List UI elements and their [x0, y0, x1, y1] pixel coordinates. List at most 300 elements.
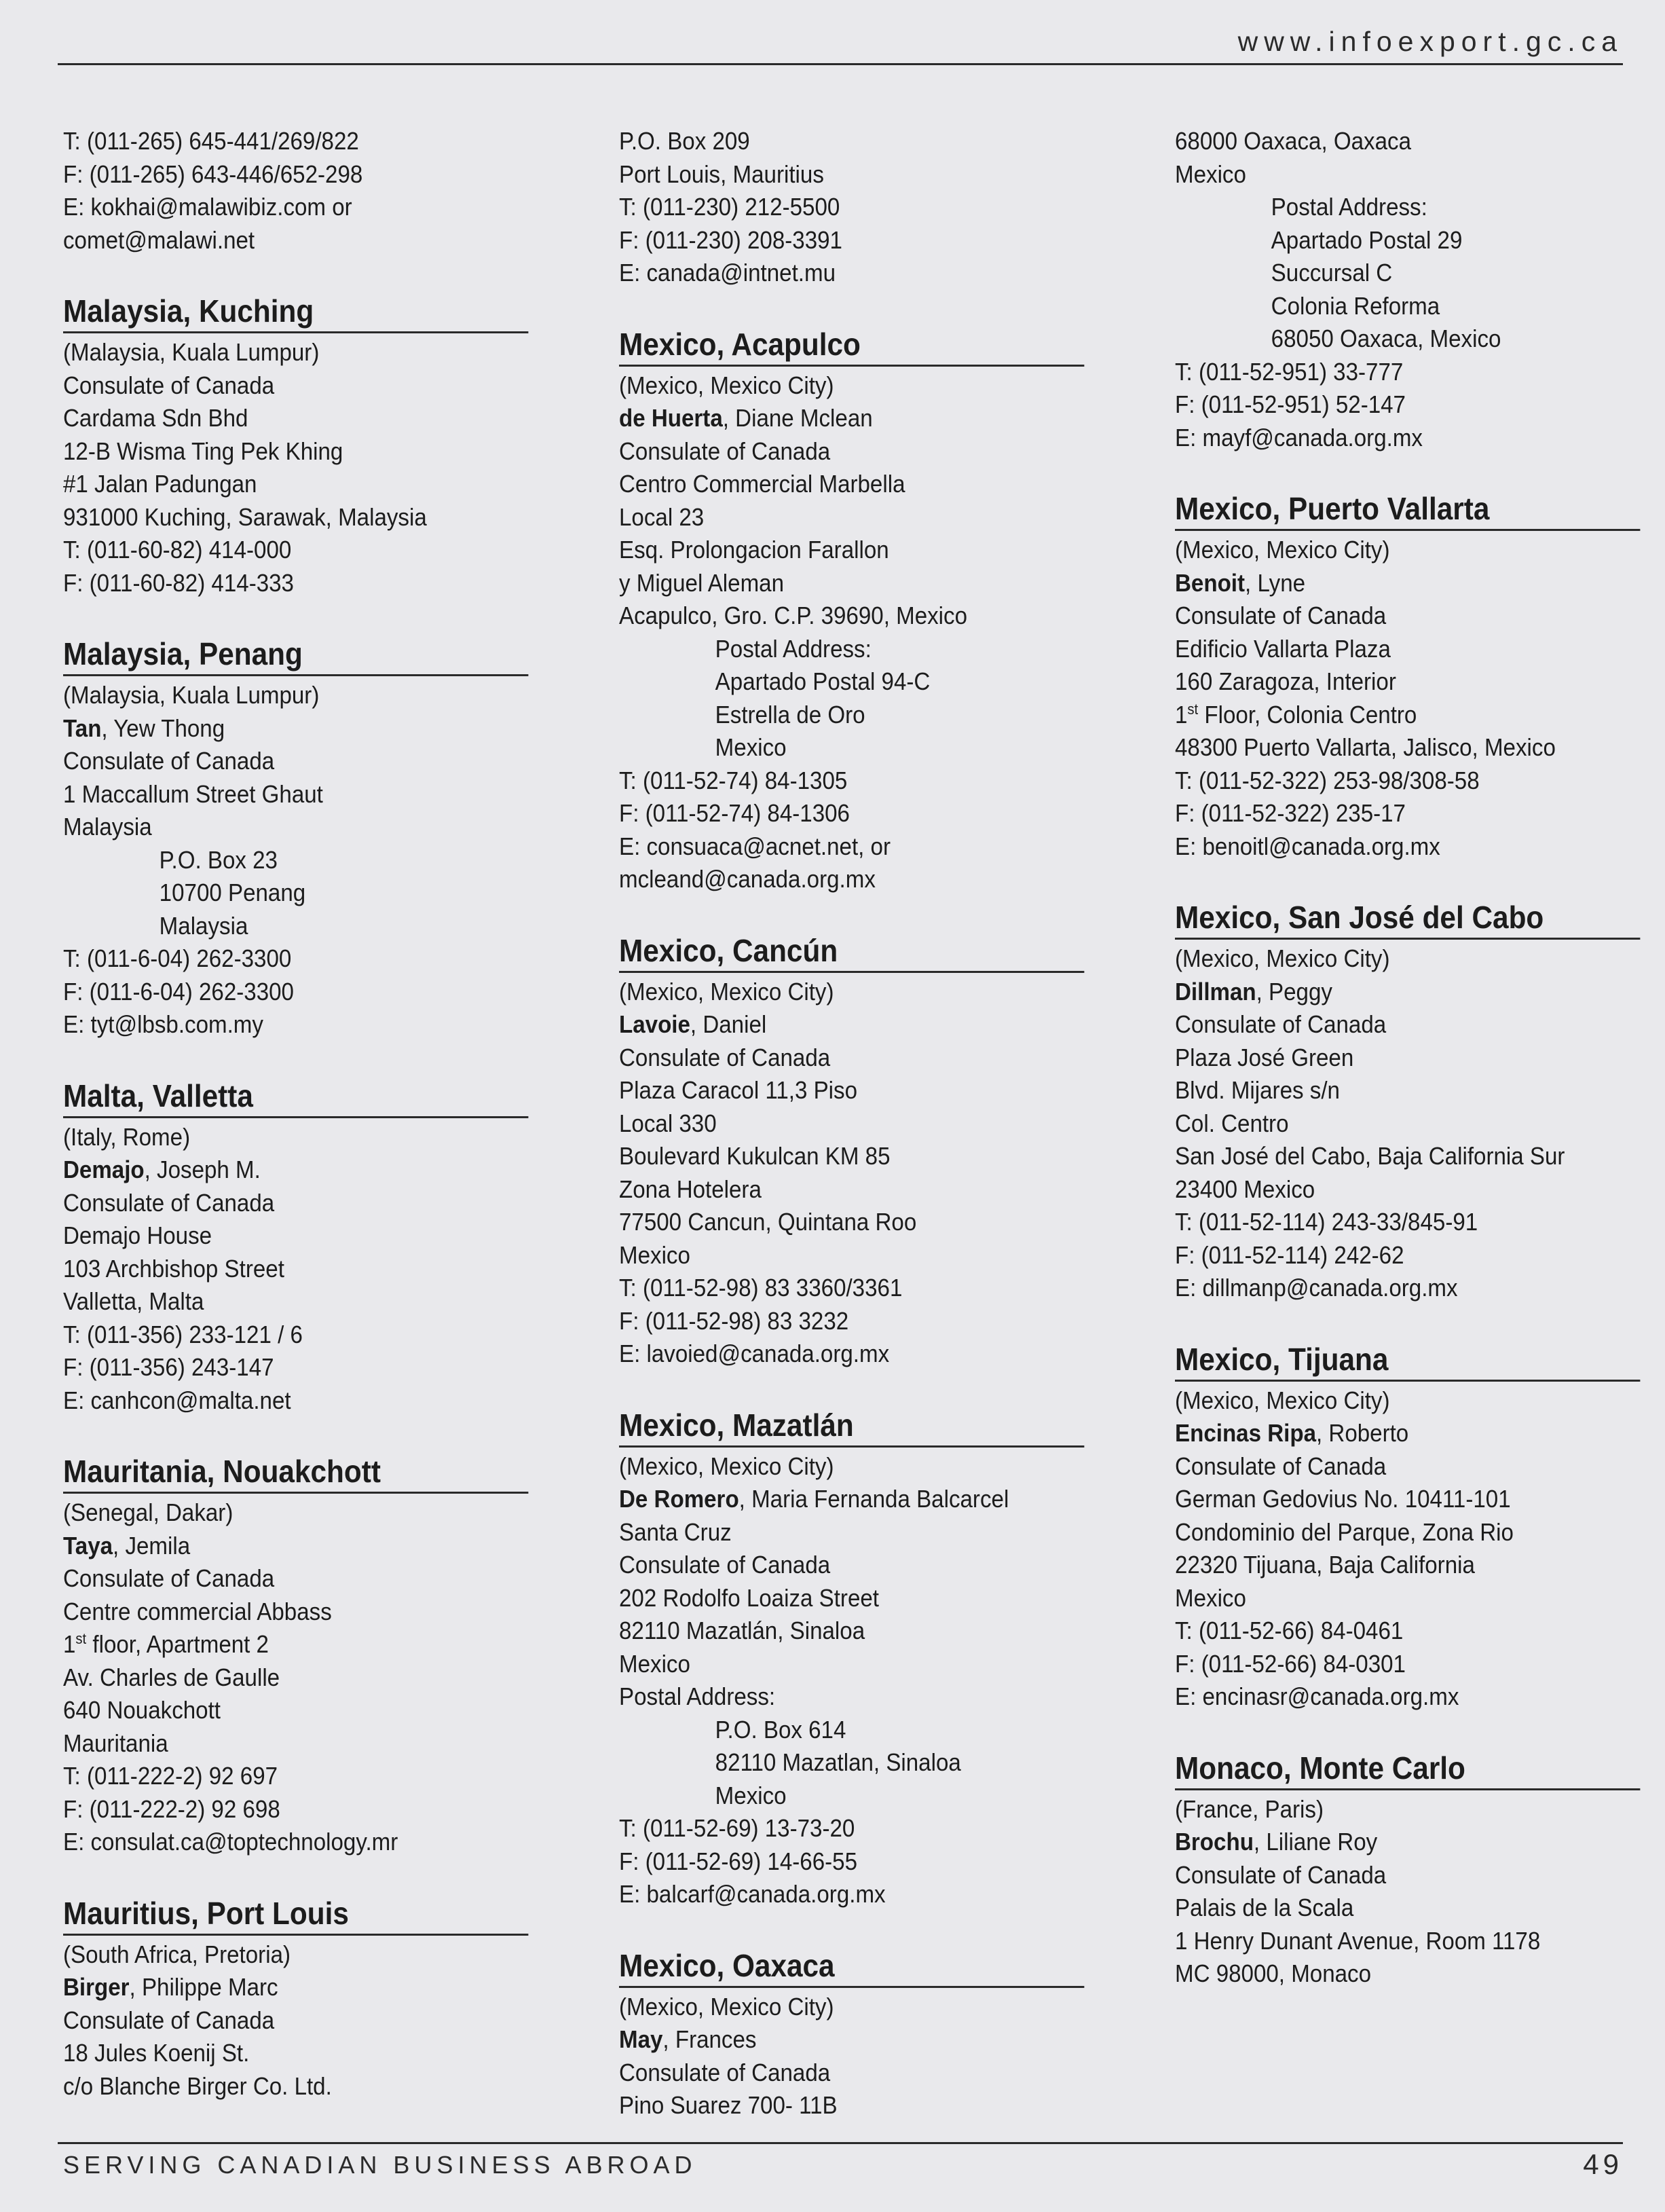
- entry-line: [63, 1154, 494, 1187]
- line-text: 68000 Oaxaca, Oaxaca: [1175, 127, 1411, 155]
- directory-entry: [1175, 898, 1643, 1305]
- entry-line: [619, 1648, 1050, 1681]
- line-text-after: Floor, Colonia Centro: [1198, 700, 1417, 729]
- entry-line: [1175, 1793, 1606, 1826]
- line-text: Condominio del Parque, Zona Rio: [1175, 1517, 1514, 1546]
- contact-surname: Birger: [63, 1973, 130, 2001]
- line-text: E: balcarf@canada.org.mx: [619, 1880, 886, 1908]
- entry-line: [63, 1694, 494, 1727]
- line-text: F: (011-6-04) 262-3300: [63, 977, 294, 1006]
- entry-line: [619, 224, 1050, 257]
- entry-line: [619, 797, 1050, 830]
- entry-line: [63, 1319, 494, 1352]
- entry-line: [63, 712, 494, 745]
- entry-line: [63, 1008, 494, 1042]
- line-text: Pino Suarez 700- 11B: [619, 2091, 838, 2119]
- entry-line: [1175, 1384, 1606, 1418]
- line-text: comet@malawi.net: [63, 225, 255, 254]
- contact-surname: Brochu: [1175, 1828, 1254, 1856]
- entry-line: [63, 567, 494, 600]
- line-text: Consulate of Canada: [63, 371, 275, 399]
- entry-line: [619, 1206, 1050, 1239]
- directory-entry: [63, 292, 531, 600]
- entry-line: [619, 158, 1050, 191]
- entry-line: [619, 1845, 1050, 1879]
- entry-line: [619, 1680, 1050, 1714]
- entry-line: [1175, 322, 1606, 356]
- entry-line: [1175, 191, 1606, 224]
- line-text: , Philippe Marc: [129, 1973, 278, 2001]
- line-text: P.O. Box 614: [715, 1715, 846, 1744]
- line-text: Local 330: [619, 1109, 717, 1137]
- line-text: c/o Blanche Birger Co. Ltd.: [63, 2071, 332, 2100]
- line-text: 77500 Cancun, Quintana Roo: [619, 1208, 917, 1236]
- line-text: y Miguel Aleman: [619, 568, 785, 597]
- line-text: (Mexico, Mexico City): [619, 371, 834, 399]
- line-text: Mexico: [1175, 1583, 1246, 1612]
- line-text: F: (011-52-66) 84-0301: [1175, 1649, 1406, 1678]
- line-text: Port Louis, Mauritius: [619, 160, 824, 188]
- line-text: 202 Rodolfo Loaiza Street: [619, 1583, 879, 1612]
- entry-heading: Mexico, Oaxaca: [619, 1947, 1085, 1988]
- entry-line: [1175, 1859, 1606, 1892]
- entry-line: [619, 830, 1050, 864]
- line-text: T: (011-52-69) 13-73-20: [619, 1814, 855, 1842]
- line-text: F: (011-222-2) 92 698: [63, 1794, 280, 1823]
- entry-line: [619, 1812, 1050, 1845]
- line-text: Malaysia: [159, 911, 248, 940]
- entry-line: [1175, 257, 1606, 290]
- entry-line: [619, 1516, 1050, 1549]
- entry-line: [619, 1780, 1050, 1813]
- contact-surname: Demajo: [63, 1156, 145, 1183]
- line-text: F: (011-230) 208-3391: [619, 225, 842, 254]
- entry-line: [1175, 1892, 1606, 1925]
- line-text: E: consulat.ca@toptechnology.mr: [63, 1828, 398, 1856]
- line-text: Palais de la Scala: [1175, 1894, 1354, 1921]
- line-text: E: canhcon@malta.net: [63, 1386, 291, 1414]
- line-text: Consulate of Canada: [63, 1564, 275, 1592]
- line-text: Postal Address:: [619, 1682, 776, 1710]
- entry-line: [619, 2057, 1050, 2090]
- line-text: Col. Centro: [1175, 1109, 1289, 1137]
- line-text: 68050 Oaxaca, Mexico: [1271, 325, 1501, 352]
- line-text: Av. Charles de Gaulle: [63, 1663, 280, 1691]
- line-text: Colonia Reforma: [1271, 291, 1440, 320]
- line-text: 82110 Mazatlan, Sinaloa: [715, 1748, 961, 1776]
- entry-line: [63, 1661, 494, 1695]
- entry-line: [63, 158, 494, 191]
- entry-line: [63, 811, 494, 844]
- directory-entry: [1175, 1340, 1643, 1714]
- contact-surname: Benoit: [1175, 568, 1246, 597]
- entry-line: [1175, 1417, 1606, 1450]
- entry-line: [619, 1107, 1050, 1141]
- entry-line: [63, 1562, 494, 1596]
- line-text: (Mexico, Mexico City): [1175, 536, 1390, 564]
- entry-line: [1175, 1074, 1606, 1107]
- line-text: Consulate of Canada: [619, 1551, 831, 1579]
- entry-line: [619, 1140, 1050, 1173]
- line-text: F: (011-60-82) 414-333: [63, 568, 294, 597]
- entry-line: [1175, 1042, 1606, 1075]
- directory-entry: [619, 325, 1087, 896]
- entry-line: [1175, 1239, 1606, 1272]
- line-text: E: mayf@canada.org.mx: [1175, 423, 1423, 451]
- entry-line: [619, 501, 1050, 534]
- entry-heading: Monaco, Monte Carlo: [1175, 1749, 1641, 1790]
- line-text: T: (011-356) 233-121 / 6: [63, 1320, 303, 1348]
- line-text: F: (011-52-114) 242-62: [1175, 1240, 1404, 1269]
- line-text: 18 Jules Koenij St.: [63, 2039, 250, 2067]
- contact-surname: Taya: [63, 1531, 113, 1560]
- page-number: 49: [1583, 2148, 1623, 2180]
- entry-line: [63, 745, 494, 778]
- entry-line: [619, 1878, 1050, 1911]
- line-text: E: consuaca@acnet.net, or: [619, 832, 891, 860]
- entry-line: [619, 1173, 1050, 1206]
- line-text: Mexico: [1175, 160, 1246, 188]
- line-text: Esq. Prolongacion Farallon: [619, 536, 889, 564]
- entry-line: [63, 369, 494, 403]
- line-text: Consulate of Canada: [63, 2006, 275, 2034]
- entry-line: [63, 1253, 494, 1286]
- line-text: (France, Paris): [1175, 1794, 1324, 1823]
- entry-line: [63, 468, 494, 501]
- entry-line: [1175, 1008, 1606, 1042]
- entry-line: [1175, 567, 1606, 600]
- entry-line: [619, 699, 1050, 732]
- directory-entry: [619, 1406, 1087, 1911]
- line-text: Malaysia: [63, 813, 152, 841]
- line-text: (Malaysia, Kuala Lumpur): [63, 338, 320, 366]
- line-text: (Mexico, Mexico City): [1175, 1386, 1390, 1414]
- entry-line: [63, 1826, 494, 1859]
- entry-line: [1175, 290, 1606, 323]
- line-text: Plaza José Green: [1175, 1043, 1354, 1071]
- line-text: (Mexico, Mexico City): [619, 1452, 834, 1480]
- entry-line: [619, 1582, 1050, 1615]
- entry-line: [1175, 356, 1606, 389]
- entry-line: [619, 1615, 1050, 1648]
- entry-line: [63, 402, 494, 435]
- entry-line: [63, 1351, 494, 1384]
- line-text: F: (011-52-322) 235-17: [1175, 799, 1406, 827]
- entry-line: [619, 1008, 1050, 1042]
- line-text: (Mexico, Mexico City): [619, 977, 834, 1006]
- line-text: F: (011-52-74) 84-1306: [619, 799, 850, 827]
- line-text: T: (011-52-114) 243-33/845-91: [1175, 1208, 1478, 1236]
- line-text: Mexico: [619, 1240, 690, 1269]
- entry-line: [1175, 1582, 1606, 1615]
- directory-entry: [619, 932, 1087, 1371]
- line-text: 48300 Puerto Vallarta, Jalisco, Mexico: [1175, 733, 1556, 761]
- line-text: Valletta, Malta: [63, 1287, 204, 1315]
- entry-line: [1175, 1615, 1606, 1648]
- line-text: Mexico: [715, 1781, 787, 1809]
- line-text: E: benoitl@canada.org.mx: [1175, 832, 1440, 860]
- entry-line: [1175, 633, 1606, 666]
- footer-rule: [58, 2142, 1623, 2144]
- entry-heading: Malta, Valletta: [63, 1077, 529, 1118]
- entry-heading: Mexico, Mazatlán: [619, 1406, 1085, 1448]
- ordinal-suffix: st: [1187, 700, 1199, 718]
- contact-surname: May: [619, 2025, 663, 2053]
- line-text: T: (011-52-322) 253-98/308-58: [1175, 766, 1480, 794]
- line-text: 103 Archbishop Street: [63, 1254, 284, 1283]
- line-text: German Gedovius No. 10411-101: [1175, 1485, 1511, 1513]
- entry-line: [619, 125, 1050, 158]
- entry-line: [63, 2004, 494, 2038]
- line-text: 1: [1175, 700, 1188, 729]
- entry-heading: Mauritania, Nouakchott: [63, 1452, 529, 1494]
- entry-line: [1175, 1925, 1606, 1958]
- entry-heading: Mexico, Cancún: [619, 932, 1085, 973]
- line-text: Consulate of Canada: [63, 1188, 275, 1217]
- line-text: Succursal C: [1271, 259, 1393, 287]
- entry-line: [1175, 1450, 1606, 1483]
- line-text: , Jemila: [113, 1531, 191, 1560]
- line-text: Estrella de Oro: [715, 700, 865, 729]
- column-2: [619, 125, 1087, 2158]
- entry-line: [619, 731, 1050, 764]
- directory-entry: [1175, 490, 1643, 863]
- entry-line: [63, 877, 494, 910]
- line-text: San José del Cabo, Baja California Sur: [1175, 1142, 1565, 1170]
- entry-line: [63, 910, 494, 943]
- line-text: 10700 Penang: [159, 879, 306, 906]
- line-text: E: kokhai@malawibiz.com or: [63, 193, 352, 221]
- entry-line: [63, 1793, 494, 1826]
- contact-surname: Lavoie: [619, 1010, 690, 1038]
- entry-line: [619, 1239, 1050, 1272]
- entry-line: [619, 1483, 1050, 1516]
- line-text: , Diane Mclean: [722, 404, 873, 432]
- directory-entry: [1175, 1749, 1643, 1991]
- directory-entry: [63, 1077, 531, 1418]
- line-text: E: canada@intnet.mu: [619, 259, 836, 287]
- entry-line: [63, 1760, 494, 1793]
- entry-line: [63, 191, 494, 224]
- line-text: , Peggy: [1256, 977, 1332, 1006]
- entry-line: [619, 1746, 1050, 1780]
- entry-line: [63, 1121, 494, 1154]
- line-text: Santa Cruz: [619, 1517, 732, 1546]
- entry-line: [619, 567, 1050, 600]
- line-text: , Daniel: [690, 1010, 767, 1038]
- entry-line: [619, 534, 1050, 567]
- line-text: P.O. Box 209: [619, 127, 750, 155]
- entry-line: [1175, 1680, 1606, 1714]
- contact-surname: Dillman: [1175, 977, 1256, 1006]
- entry-line: [1175, 534, 1606, 567]
- entry-line: [619, 257, 1050, 290]
- entry-line: [1175, 830, 1606, 864]
- line-text: 640 Nouakchott: [63, 1696, 221, 1724]
- entry-line: [63, 1628, 494, 1661]
- entry-line: [1175, 976, 1606, 1009]
- entry-line: [63, 534, 494, 567]
- entry-line: [63, 224, 494, 257]
- line-text: Apartado Postal 94-C: [715, 667, 931, 695]
- line-text: Consulate of Canada: [619, 437, 831, 465]
- entry-line: [63, 976, 494, 1009]
- line-text: E: dillmanp@canada.org.mx: [1175, 1274, 1458, 1302]
- entry-line: [619, 1305, 1050, 1338]
- contact-surname: Tan: [63, 714, 102, 742]
- line-text: Centro Commercial Marbella: [619, 470, 905, 498]
- line-text: T: (011-60-82) 414-000: [63, 536, 292, 564]
- entry-line: [619, 435, 1050, 468]
- entry-line: [63, 844, 494, 877]
- entry-heading: Malaysia, Kuching: [63, 292, 529, 333]
- entry-line: [1175, 224, 1606, 257]
- entry-heading: Mexico, San José del Cabo: [1175, 898, 1641, 940]
- line-text: 22320 Tijuana, Baja California: [1175, 1551, 1475, 1579]
- directory-entry: [63, 635, 531, 1042]
- entry-line: [1175, 422, 1606, 455]
- line-text: MC 98000, Monaco: [1175, 1959, 1372, 1987]
- line-text: Acapulco, Gro. C.P. 39690, Mexico: [619, 602, 968, 629]
- entry-line: [63, 778, 494, 811]
- column-3: [1175, 125, 1643, 2026]
- entry-line: [619, 863, 1050, 896]
- entry-line: [1175, 1272, 1606, 1305]
- line-text: , Joseph M.: [144, 1156, 261, 1183]
- line-text: 1 Maccallum Street Ghaut: [63, 779, 323, 808]
- line-text: (Mexico, Mexico City): [619, 1992, 834, 2021]
- line-text: 160 Zaragoza, Interior: [1175, 667, 1396, 695]
- entry-line: [619, 1272, 1050, 1305]
- line-text: Blvd. Mijares s/n: [1175, 1076, 1340, 1104]
- entry-heading: Mexico, Acapulco: [619, 325, 1085, 367]
- line-text: mcleand@canada.org.mx: [619, 865, 876, 893]
- entry-line: [619, 665, 1050, 699]
- line-text: F: (011-356) 243-147: [63, 1353, 274, 1381]
- line-text: 1: [63, 1630, 76, 1658]
- line-text: Mexico: [619, 1649, 690, 1678]
- contact-surname: de Huerta: [619, 404, 723, 432]
- line-text: Local 23: [619, 502, 705, 531]
- contact-surname: De Romero: [619, 1485, 739, 1513]
- entry-line: [619, 1042, 1050, 1075]
- line-text: Consulate of Canada: [619, 1043, 831, 1071]
- entry-line: [619, 2023, 1050, 2057]
- entry-line: [1175, 388, 1606, 422]
- entry-line: [619, 1074, 1050, 1107]
- header-rule: [58, 63, 1623, 65]
- entry-line: [63, 1187, 494, 1220]
- line-text: Consulate of Canada: [1175, 1860, 1387, 1889]
- entry-line: [63, 501, 494, 534]
- directory-entry: [619, 1947, 1087, 2122]
- line-text: T: (011-52-74) 84-1305: [619, 766, 848, 794]
- line-text: Postal Address:: [1271, 193, 1427, 221]
- line-text: T: (011-52-98) 83 3360/3361: [619, 1274, 903, 1302]
- line-text: (South Africa, Pretoria): [63, 1940, 291, 1968]
- line-text: , Yew Thong: [101, 714, 225, 742]
- line-text: Consulate of Canada: [1175, 1452, 1387, 1480]
- entry-heading: Mexico, Puerto Vallarta: [1175, 490, 1641, 531]
- entry-line: [63, 2070, 494, 2103]
- line-text: 82110 Mazatlán, Sinaloa: [619, 1617, 865, 1644]
- line-text: Consulate of Canada: [63, 747, 275, 775]
- line-text: , Maria Fernanda Balcarcel: [738, 1485, 1009, 1513]
- entry-line: [63, 336, 494, 369]
- directory-entry: [63, 1452, 531, 1859]
- entry-line: [619, 468, 1050, 501]
- entry-heading: Mexico, Tijuana: [1175, 1340, 1641, 1382]
- line-text: T: (011-265) 645-441/269/822: [63, 127, 359, 155]
- line-text: Apartado Postal 29: [1271, 225, 1463, 254]
- line-text: E: encinasr@canada.org.mx: [1175, 1682, 1459, 1710]
- entry-line: [63, 1285, 494, 1319]
- entry-line: [1175, 1483, 1606, 1516]
- entry-line: [619, 402, 1050, 435]
- line-text: , Lyne: [1245, 568, 1306, 597]
- entry-line: [63, 679, 494, 712]
- entry-line: [1175, 1516, 1606, 1549]
- entry-line: [619, 633, 1050, 666]
- entry-line: [1175, 731, 1606, 764]
- website-url: www.infoexport.gc.ca: [1237, 26, 1623, 57]
- line-text: , Frances: [662, 2025, 757, 2053]
- line-text: Boulevard Kukulcan KM 85: [619, 1142, 891, 1170]
- entry-line: [619, 369, 1050, 403]
- entry-line: [1175, 158, 1606, 191]
- line-text: T: (011-222-2) 92 697: [63, 1762, 278, 1790]
- line-text: (Italy, Rome): [63, 1122, 191, 1151]
- entry-line: [63, 1384, 494, 1418]
- line-text: (Senegal, Dakar): [63, 1498, 233, 1526]
- line-text: Zona Hotelera: [619, 1175, 762, 1203]
- entry-line: [1175, 942, 1606, 976]
- line-text: 12-B Wisma Ting Pek Khing: [63, 437, 343, 465]
- line-text: , Liliane Roy: [1253, 1828, 1378, 1856]
- line-text: #1 Jalan Padungan: [63, 470, 257, 498]
- line-text: Cardama Sdn Bhd: [63, 404, 248, 432]
- footer-slogan: SERVING CANADIAN BUSINESS ABROAD: [63, 2151, 697, 2179]
- line-text: 1 Henry Dunant Avenue, Room 1178: [1175, 1926, 1541, 1955]
- entry-line: [63, 942, 494, 976]
- directory-entry: [619, 125, 1087, 290]
- entry-line: [63, 1971, 494, 2004]
- entry-line: [63, 1938, 494, 1972]
- line-text: 931000 Kuching, Sarawak, Malaysia: [63, 502, 427, 531]
- line-text-after: floor, Apartment 2: [86, 1630, 269, 1658]
- line-text: Consulate of Canada: [1175, 602, 1387, 629]
- directory-entry: [63, 125, 531, 257]
- entry-line: [619, 1991, 1050, 2024]
- entry-line: [1175, 1206, 1606, 1239]
- entry-line: [1175, 797, 1606, 830]
- entry-line: [63, 1727, 494, 1761]
- line-text: T: (011-230) 212-5500: [619, 193, 840, 221]
- line-text: T: (011-52-66) 84-0461: [1175, 1617, 1404, 1644]
- entry-line: [619, 191, 1050, 224]
- line-text: Mauritania: [63, 1729, 168, 1757]
- entry-heading: Malaysia, Penang: [63, 635, 529, 676]
- line-text: Postal Address:: [715, 634, 872, 663]
- line-text: Consulate of Canada: [619, 2058, 831, 2086]
- entry-line: [63, 1496, 494, 1530]
- line-text: Mexico: [715, 733, 787, 761]
- line-text: Centre commercial Abbass: [63, 1597, 332, 1625]
- contact-surname: Encinas Ripa: [1175, 1419, 1316, 1447]
- line-text: F: (011-265) 643-446/652-298: [63, 160, 363, 188]
- entry-line: [619, 600, 1050, 633]
- line-text: Edificio Vallarta Plaza: [1175, 634, 1391, 663]
